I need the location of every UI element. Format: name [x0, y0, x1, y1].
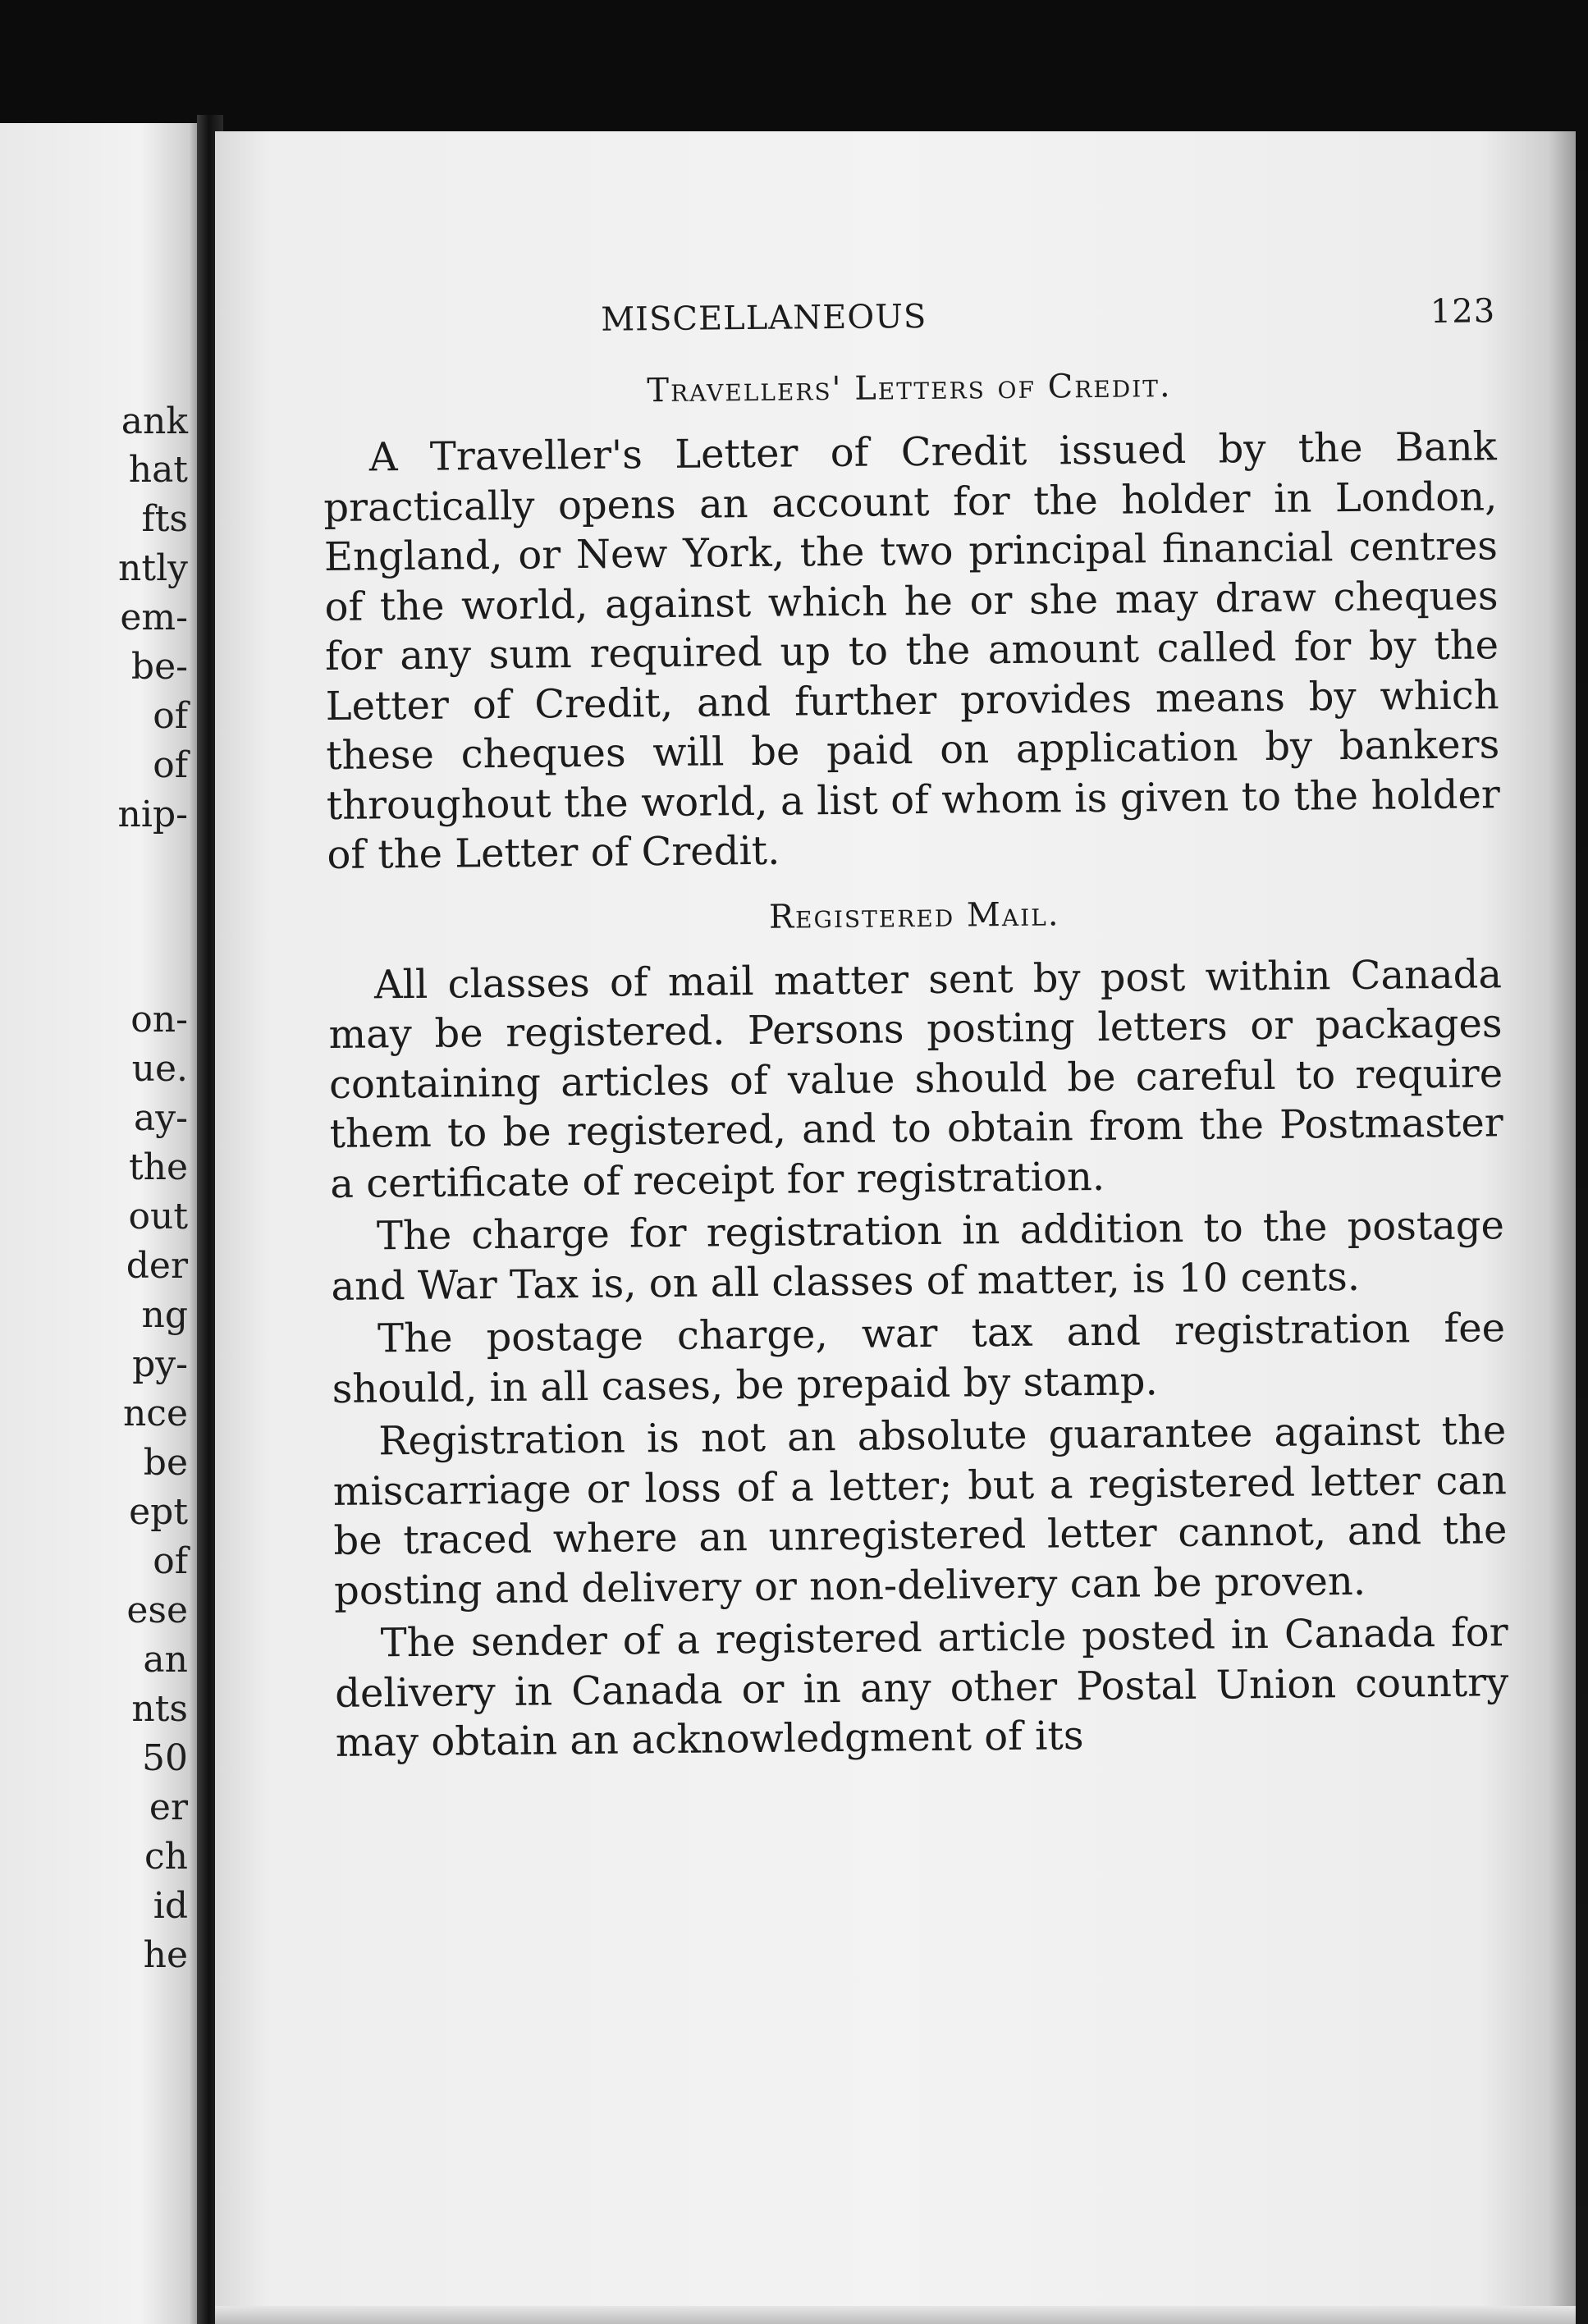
paragraph: A Traveller's Letter of Credit issued by the Bank practically opens an account for the holder in London, England, or New York, the two principal financial centres of the world, against which he or she may draw cheques for any sum required up to the amount called for by the Letter of Credit, and further provides means by which these cheques will be paid on application by bankers throughout the world, a list of whom is given to the holder of the Letter of Credit.: [323, 423, 1501, 878]
left-page-line: nce: [122, 1393, 188, 1434]
book-page: [215, 131, 1576, 2324]
left-page-fragment: [0, 123, 201, 2324]
left-page-line: id: [153, 1885, 188, 1927]
page-number: 123: [1430, 292, 1496, 332]
left-page-line: ng: [141, 1294, 188, 1336]
left-page-line: of: [153, 1540, 188, 1582]
left-page-line: ue.: [131, 1048, 188, 1090]
left-page-line: ntly: [118, 547, 188, 589]
left-page-line: ch: [144, 1836, 188, 1878]
left-page-line: of: [153, 744, 188, 786]
left-page-line: py-: [132, 1343, 188, 1385]
left-page-line: on-: [130, 999, 188, 1041]
page-bottom-edge: [215, 2306, 1576, 2324]
section-heading: Registered Mail.: [768, 894, 1060, 936]
paragraph: The sender of a registered article posted in Canada for delivery in Canada or in any other Postal Union country may obtain an acknowledgment of its: [334, 1609, 1509, 1766]
running-title: MISCELLANEOUS: [600, 297, 927, 339]
left-page-line: 50: [142, 1737, 188, 1779]
paragraph: Registration is not an absolute guarantee against the miscarriage or loss of a letter; but a registered letter can be traced where an unregistered letter cannot, and the posting and delivery or non-delivery can be proven.: [332, 1407, 1508, 1614]
left-page-line: em-: [120, 597, 188, 638]
left-page-line: ank: [121, 400, 188, 442]
left-page-line: ese: [126, 1590, 188, 1631]
left-page-line: ept: [129, 1491, 188, 1533]
left-page-line: he: [143, 1934, 188, 1976]
section-registered-mail: [327, 890, 1509, 1768]
left-page-line: be: [143, 1442, 188, 1484]
left-page-line: be-: [130, 646, 188, 688]
running-header: [322, 292, 1496, 353]
page-text-block: [322, 292, 1509, 1771]
left-page-line: fts: [141, 498, 188, 540]
left-page-line: an: [143, 1639, 188, 1681]
left-page-line: of: [153, 695, 188, 737]
left-page-line: hat: [128, 449, 188, 491]
left-page-line: nts: [131, 1688, 188, 1730]
section-travellers-letters: [323, 363, 1501, 880]
paragraph: All classes of mail matter sent by post within Canada may be registered. Persons posting letters or packages containing articles of value should be careful to require them to be registered, and to obtain from the Postmaster a certificate of receipt for registration.: [328, 950, 1503, 1207]
left-page-line: nip-: [117, 794, 188, 835]
left-page-line: the: [128, 1146, 188, 1188]
paragraph: The postage charge, war tax and registration fee should, in all cases, be prepaid by stamp.: [332, 1305, 1506, 1412]
left-page-line: der: [126, 1245, 188, 1287]
left-page-line: er: [149, 1786, 188, 1828]
paragraph: The charge for registration in addition to the postage and War Tax is, on all classes of matter, is 10 cents.: [331, 1202, 1505, 1310]
section-heading: Travellers' Letters of Credit.: [647, 367, 1172, 410]
left-page-line: ay-: [134, 1097, 188, 1139]
left-page-line: out: [128, 1196, 188, 1237]
